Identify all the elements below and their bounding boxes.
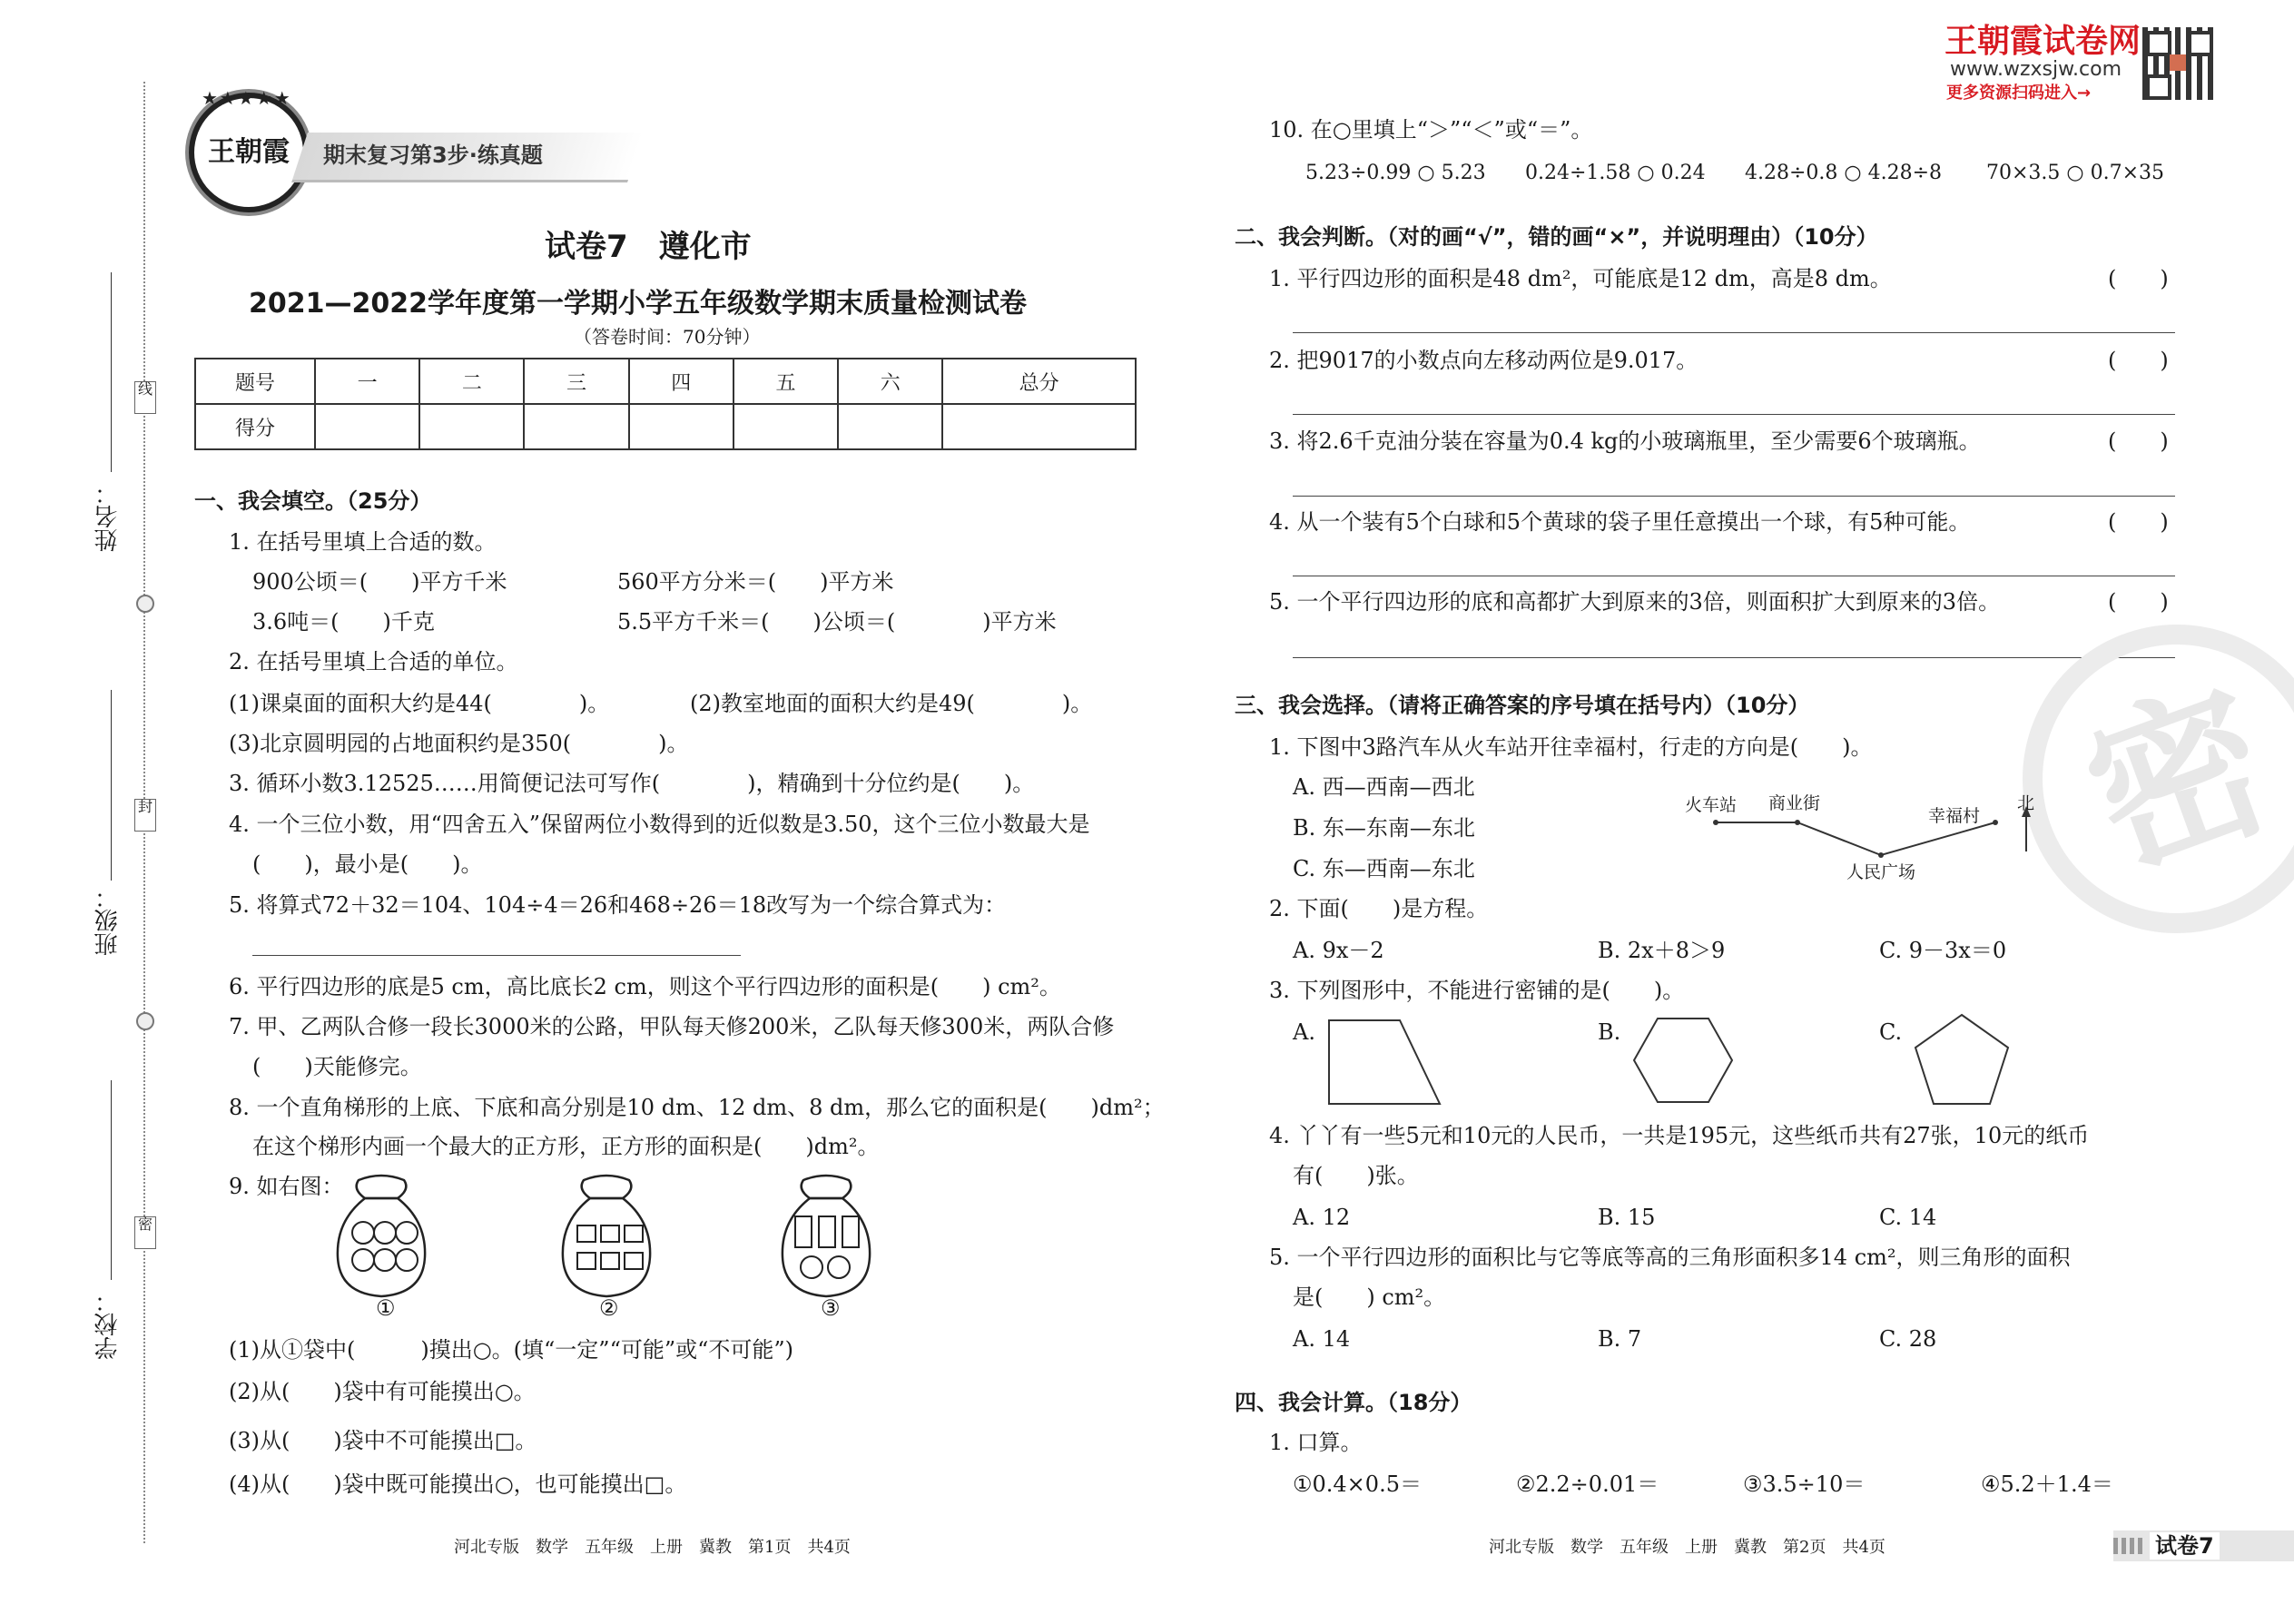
school-field[interactable] [111,1080,112,1280]
calc-item-1[interactable]: ①0.4×0.5＝ [1293,1471,1422,1497]
calc-item-3[interactable]: ③3.5÷10＝ [1743,1471,1866,1497]
calc-item-2[interactable]: ②2.2÷0.01＝ [1516,1471,1659,1497]
choice-1-text: 1. 下图中3路汽车从火车站开往幸福村，行走的方向是( )。 [1269,734,1873,760]
left-footer: 河北专版 数学 五年级 上册 冀教 第1页 共4页 [454,1538,851,1557]
score-header: 一 [315,359,419,404]
section-2-title: 二、我会判断。（对的画“√”，错的画“×”，并说明理由）（10分） [1235,224,1878,250]
score-header: 五 [733,359,838,404]
score-header: 题号 [195,359,315,404]
q10-item-2: 0.24÷1.58 ○ 0.24 [1525,162,1706,184]
confidential-seal [2023,625,2294,933]
q7b-text: ( )天能修完。 [252,1054,422,1079]
score-cell[interactable] [524,404,628,449]
exam-title: 2021—2022学年度第一学期小学五年级数学期末质量检测试卷 [249,288,1027,320]
score-cell[interactable] [838,404,942,449]
judge-paren-5[interactable]: ( ) [2108,589,2169,615]
calc-1-text: 1. 口算。 [1269,1430,1363,1455]
bag-1 [327,1171,436,1307]
choice-3-text: 3. 下列图形中，不能进行密铺的是( )。 [1269,978,1685,1003]
judge-line-1[interactable] [1293,332,2175,333]
judge-item-3: 3. 将2.6千克油分装在容量为0.4 kg的小玻璃瓶里，至少需要6个玻璃瓶。 [1269,428,1981,454]
site-name: 王朝霞试卷网 [1944,23,2141,60]
binding-mark-xian: 线 [134,381,156,414]
binding-mark-feng: 封 [134,799,156,832]
choice-4-opt-a[interactable]: A. 12 [1293,1205,1351,1230]
score-cell[interactable] [629,404,733,449]
choice-3-opt-b[interactable]: B. [1598,1019,1621,1045]
judge-item-1: 1. 平行四边形的面积是48 dm²，可能底是12 dm，高是8 dm。 [1269,266,1892,291]
q1a-text: 900公顷＝( )平方千米 [252,569,507,595]
binding-dot-2 [136,1012,154,1030]
section-4-title: 四、我会计算。（18分） [1235,1390,1472,1415]
bag-label-3: ③ [821,1295,841,1321]
score-header: 二 [419,359,524,404]
score-table [194,358,1137,450]
site-hint: 更多资源扫码进入→ [1946,84,2092,103]
q5-answer-line[interactable] [252,955,741,956]
q2b-text: (2)教室地面的面积大约是49( )。 [690,691,1093,716]
q8a-text: 8. 一个直角梯形的上底、下底和高分别是10 dm、12 dm、8 dm，那么它的面积是( )dm²； [229,1095,1165,1120]
tab-dots-icon [2113,1538,2142,1554]
choice-2-opt-c[interactable]: C. 9－3x＝0 [1879,938,2007,963]
site-url[interactable]: www.wzxsjw.com [1950,58,2122,81]
class-label: 班级： [94,885,122,956]
judge-item-4: 4. 从一个装有5个白球和5个黄球的袋子里任意摸出一个球，有5种可能。 [1269,509,1971,535]
q1-text: 1. 在括号里填上合适的数。 [229,529,497,555]
paper-tab-label: 试卷7 [2150,1532,2220,1560]
q5-text: 5. 将算式72＋32＝104、104÷4＝26和468÷26＝18改写为一个综合算式为： [229,892,1007,918]
q10-item-4: 70×3.5 ○ 0.7×35 [1986,162,2165,184]
judge-paren-1[interactable]: ( ) [2108,266,2169,291]
q4b-text: ( )，最小是( )。 [252,851,483,877]
choice-4-opt-b[interactable]: B. 15 [1598,1205,1656,1230]
logo-crown-icon: ★★★★★ [202,87,292,109]
q1d-text: 5.5平方千米＝( )公顷＝( )平方米 [617,609,1057,635]
judge-line-5[interactable] [1293,657,2175,658]
brand-logo [189,93,309,212]
score-row-label: 得分 [195,404,315,449]
name-label: 姓名： [94,481,122,552]
class-field[interactable] [111,690,112,881]
score-table-score-row [195,404,1136,449]
judge-paren-2[interactable]: ( ) [2108,348,2169,373]
q4a-text: 4. 一个三位小数，用“四舍五入”保留两位小数得到的近似数是3.50，这个三位小数最大是 [229,812,1090,837]
choice-5-text-a: 5. 一个平行四边形的面积比与它等底等高的三角形面积多14 cm²，则三角形的面积 [1269,1245,2071,1270]
q2-text: 2. 在括号里填上合适的单位。 [229,649,518,674]
banner-text: 期末复习第3步·练真题 [323,143,543,168]
q7a-text: 7. 甲、乙两队合修一段长3000米的公路，甲队每天修200米，乙队每天修300米，两队合修 [229,1014,1115,1039]
choice-4-opt-c[interactable]: C. 14 [1879,1205,1937,1230]
q9-3-text: (3)从( )袋中不可能摸出□。 [229,1428,537,1453]
judge-line-3[interactable] [1293,496,2175,497]
judge-item-5: 5. 一个平行四边形的底和高都扩大到原来的3倍，则面积扩大到原来的3倍。 [1269,589,2001,615]
q2a-text: (1)课桌面的面积大约是44( )。 [229,691,610,716]
score-cell[interactable] [733,404,838,449]
exam-time: （答卷时间：70分钟） [574,326,761,348]
map-label-square: 人民广场 [1846,862,1916,882]
hexagon-shape [1630,1015,1736,1106]
choice-2-opt-b[interactable]: B. 2x＋8＞9 [1598,938,1726,963]
binding-mark-mi: 密 [134,1216,156,1249]
bag-3 [772,1171,881,1307]
score-table-header-row [195,359,1136,404]
map-label-street: 商业街 [1768,793,1821,813]
right-footer: 河北专版 数学 五年级 上册 冀教 第2页 共4页 [1489,1538,1885,1557]
choice-2-opt-a[interactable]: A. 9x－2 [1293,938,1384,963]
bag-label-1: ① [376,1295,396,1321]
bag-label-2: ② [599,1295,619,1321]
paper-title: 试卷7 遵化市 [545,229,752,265]
calc-item-4[interactable]: ④5.2＋1.4＝ [1981,1471,2113,1497]
q9-2-text: (2)从( )袋中有可能摸出○。 [229,1379,536,1404]
pentagon-shape [1912,1011,2012,1107]
score-cell[interactable] [315,404,419,449]
q9-text: 9. 如右图： [229,1174,344,1199]
section-3-title: 三、我会选择。（请将正确答案的序号填在括号内）（10分） [1235,693,1810,718]
choice-1-opt-c[interactable]: C. 东—西南—东北 [1293,856,1475,881]
section-1-title: 一、我会填空。（25分） [194,488,432,514]
judge-item-2: 2. 把9017的小数点向左移动两位是9.017。 [1269,348,1698,373]
choice-4-text-b: 有( )张。 [1293,1163,1419,1188]
judge-paren-3[interactable]: ( ) [2108,428,2169,454]
choice-4-text-a: 4. 丫丫有一些5元和10元的人民币，一共是195元，这些纸币共有27张，10元的纸币 [1269,1123,2090,1148]
seal-text: 密 [2063,656,2294,904]
choice-5-text-b: 是( ) cm²。 [1293,1284,1446,1310]
q3-text: 3. 循环小数3.12525……用简便记法可写作( )，精确到十分位约是( )。 [229,771,1035,796]
choice-5-opt-a[interactable]: A. 14 [1293,1326,1351,1352]
q10-item-1: 5.23÷0.99 ○ 5.23 [1305,162,1486,184]
school-label: 学校： [94,1289,122,1360]
score-header: 三 [524,359,628,404]
q2c-text: (3)北京圆明园的占地面积约是350( )。 [229,731,689,756]
choice-3-opt-c[interactable]: C. [1879,1019,1903,1045]
qr-code-icon[interactable] [2142,27,2213,100]
q6-text: 6. 平行四边形的底是5 cm，高比底长2 cm，则这个平行四边形的面积是( ) cm²。 [229,974,1061,999]
choice-5-opt-b[interactable]: B. 7 [1598,1326,1642,1352]
q1b-text: 560平方分米＝( )平方米 [617,569,894,595]
name-field[interactable] [111,272,112,472]
choice-1-opt-b[interactable]: B. 东—东南—东北 [1293,815,1475,841]
logo-text: 王朝霞 [208,136,290,168]
choice-2-text: 2. 下面( )是方程。 [1269,896,1489,921]
q9-1-text: (1)从①袋中( )摸出○。(填“一定”“可能”或“不可能”) [229,1337,794,1363]
score-header: 六 [838,359,942,404]
q8b-text: 在这个梯形内画一个最大的正方形，正方形的面积是( )dm²。 [252,1134,880,1159]
choice-5-opt-c[interactable]: C. 28 [1879,1326,1937,1352]
judge-paren-4[interactable]: ( ) [2108,509,2169,535]
map-label-north: 北 [2017,793,2035,813]
choice-3-opt-a[interactable]: A. [1293,1019,1315,1045]
map-label-village: 幸福村 [1928,806,1981,826]
score-header: 四 [629,359,733,404]
q9-4-text: (4)从( )袋中既可能摸出○，也可能摸出□。 [229,1471,687,1497]
q10-item-3: 4.28÷0.8 ○ 4.28÷8 [1745,162,1943,184]
bag-2 [552,1171,661,1307]
binding-dot-1 [136,595,154,613]
judge-line-2[interactable] [1293,414,2175,415]
choice-1-opt-a[interactable]: A. 西—西南—西北 [1293,774,1475,800]
score-cell[interactable] [419,404,524,449]
score-cell[interactable] [942,404,1136,449]
map-label-station: 火车站 [1685,795,1738,815]
q10-text: 10. 在○里填上“＞”“＜”或“＝”。 [1269,117,1593,143]
score-header: 总分 [942,359,1136,404]
q1c-text: 3.6吨＝( )千克 [252,609,435,635]
trapezoid-shape [1325,1017,1443,1107]
